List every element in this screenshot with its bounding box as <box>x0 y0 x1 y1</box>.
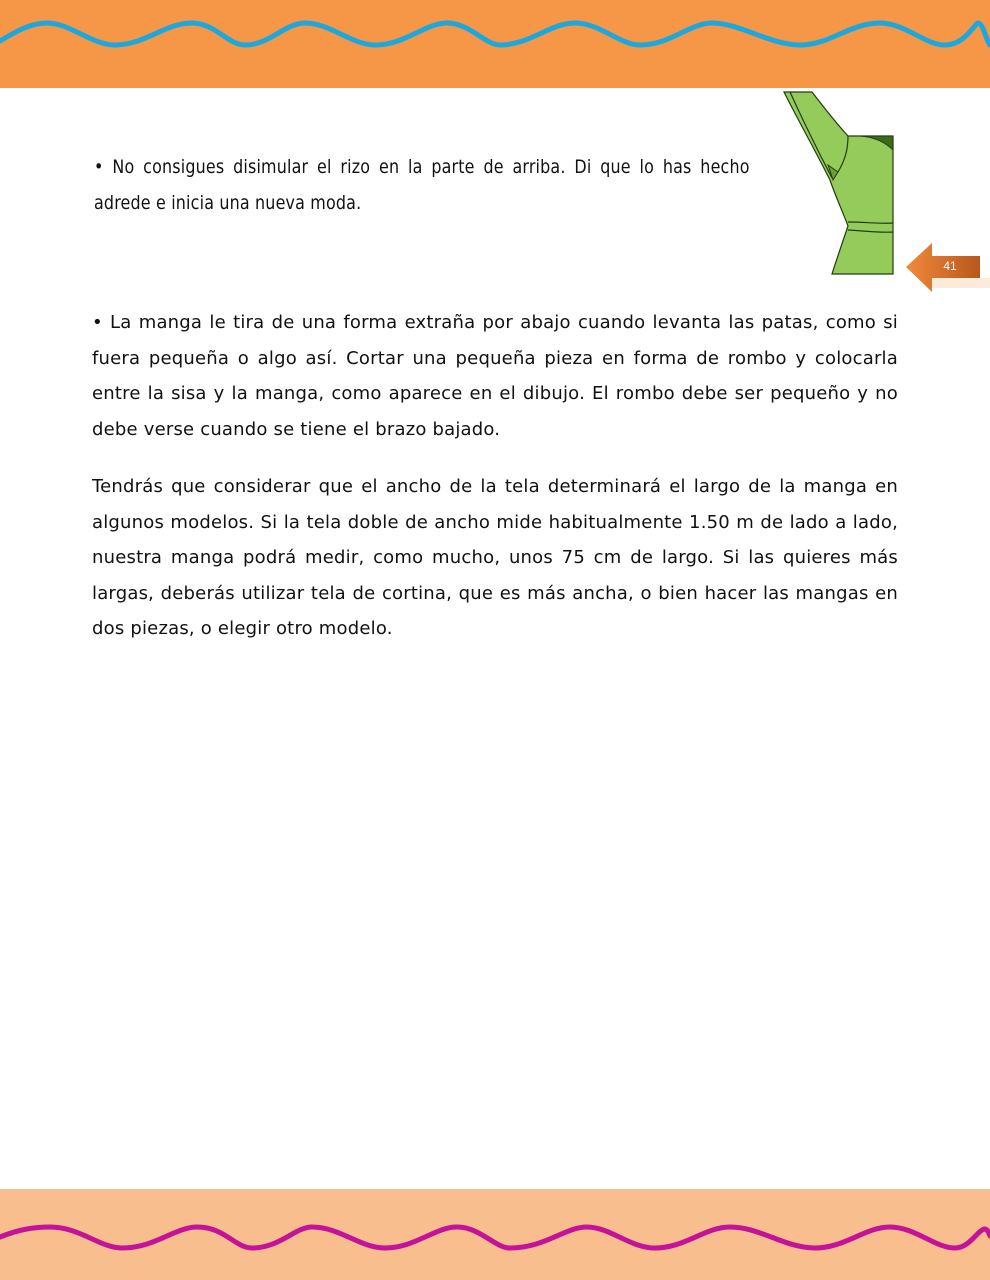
magenta-wave-decoration <box>0 1189 990 1280</box>
page-number: 41 <box>943 259 957 273</box>
paragraph-manga-tip: • La manga le tira de una forma extraña por abajo cuando levanta las patas, como si fuera pequeña o algo así. Cortar una pequeña pieza en forma de rombo y colocarla entre la sisa y la manga, como aparece en el dibujo. El rombo debe ser pequeño y no debe verse cuando se tiene el brazo bajado. <box>92 312 898 440</box>
footer-band <box>0 1189 990 1280</box>
blue-wave-decoration <box>0 0 990 88</box>
paragraph-rizo-tip: • No consigues disimular el rizo en la parte de arriba. Di que lo has hecho adrede e inicia una nueva moda. <box>94 156 750 214</box>
paragraph-ancho-tela: Tendrás que considerar que el ancho de la tela determinará el largo de la manga en algunos modelos. Si la tela doble de ancho mide habitualmente 1.50 m de lado a lado, nuestra manga podrá medir, como mucho, unos 75 cm de largo. Si las quieres más largas, deberás utilizar tela de cortina, que es más ancha, o bien hacer las mangas en dos piezas, o elegir otro modelo. <box>92 476 898 639</box>
sleeve-illustration <box>768 88 898 278</box>
header-band <box>0 0 990 88</box>
